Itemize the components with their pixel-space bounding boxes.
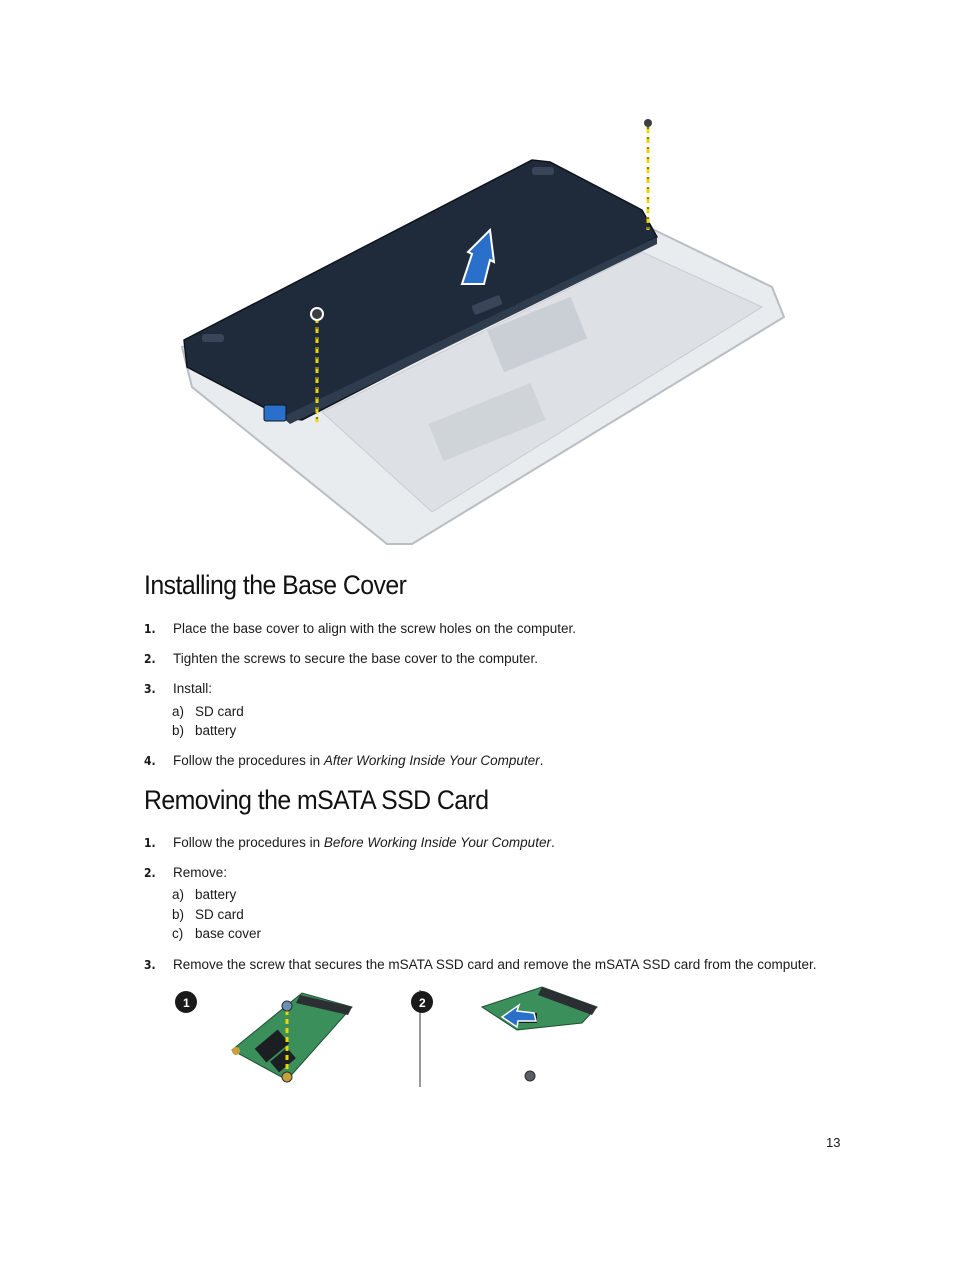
- screw-icon: [644, 119, 652, 127]
- sub-list-item: c) base cover: [172, 926, 262, 941]
- section-title: Removing the mSATA SSD Card: [144, 785, 489, 815]
- sub-list-item: b) SD card: [172, 907, 244, 922]
- doc-reference-link[interactable]: Before Working Inside Your Computer: [323, 835, 551, 850]
- msata-removal-illustration: [172, 985, 612, 1090]
- screw-icon: [311, 308, 323, 320]
- sub-list-item: a) SD card: [172, 704, 244, 719]
- page-number: 13: [826, 1135, 841, 1150]
- base-cover-illustration: [172, 112, 792, 552]
- sub-list-item: a) battery: [172, 887, 237, 902]
- screw-icon: [282, 1001, 292, 1011]
- screw-icon: [525, 1071, 535, 1081]
- sub-list-item: b) battery: [172, 723, 237, 738]
- svg-text:2: 2: [419, 996, 426, 1010]
- doc-reference-link[interactable]: After Working Inside Your Computer: [323, 753, 540, 768]
- section-title: Installing the Base Cover: [144, 570, 407, 600]
- svg-text:1: 1: [183, 996, 190, 1010]
